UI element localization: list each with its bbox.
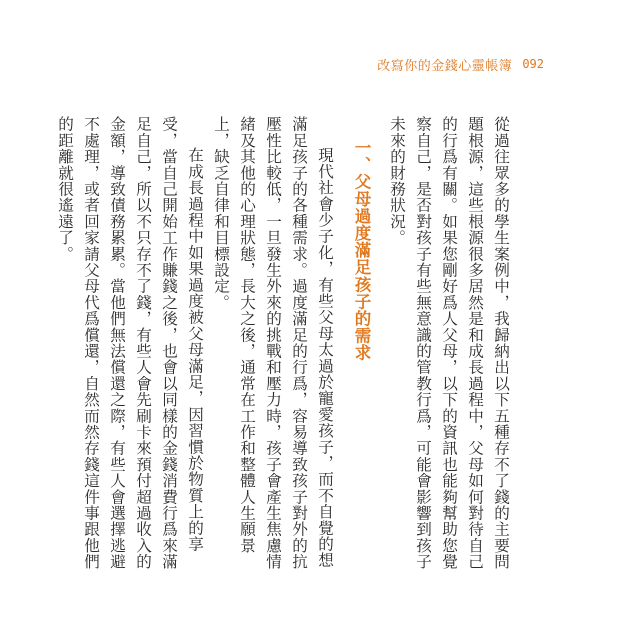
section-heading: 一、父母過度滿足孩子的需求: [352, 139, 371, 362]
page-number: 092: [522, 57, 544, 71]
vertical-text-body: [56, 116, 514, 572]
intro-paragraph: 從過往眾多的學生案例中，我歸納出以下五種存不了錢的主要問題根源，這些根源很多居然是和成長過程中，父母如何對待自己的行爲有關。如果您剛好爲人父母，以下的資訊也能夠幫助您覺察自己，是否對孩子有些無意識的管教行爲，可能會影響到孩子未來的財務狀況。: [388, 116, 510, 570]
running-title: 改寫你的金錢心靈帳簿: [377, 58, 513, 74]
page-header: [377, 54, 544, 74]
body-paragraph-2: 在成長過程中如果過度被父母滿足，因習慣於物質上的享受，當自己開始工作賺錢之後，也會以同樣的金錢消費行爲來滿足自己，所以不只存不了錢，有些人會先刷卡來預付超過收入的金額，導致債務累累。當他們無法償還之際，有些人會選擇逃避不處理，或者回家請父母代爲償還，自然而然存錢這件事跟他們的距離就很遙遠了。: [56, 116, 204, 570]
body-paragraph-1: 現代社會少子化，有些父母太過於寵愛孩子，而不自覺的想滿足孩子的各種需求。過度滿足的行爲，容易導致孩子對外的抗壓性比較低，一旦發生外來的挑戰和壓力時，孩子會產生焦慮情緒及其他的心理狀態，長大之後，通常在工作和整體人生願景上，缺乏自律和目標設定。: [212, 116, 334, 570]
